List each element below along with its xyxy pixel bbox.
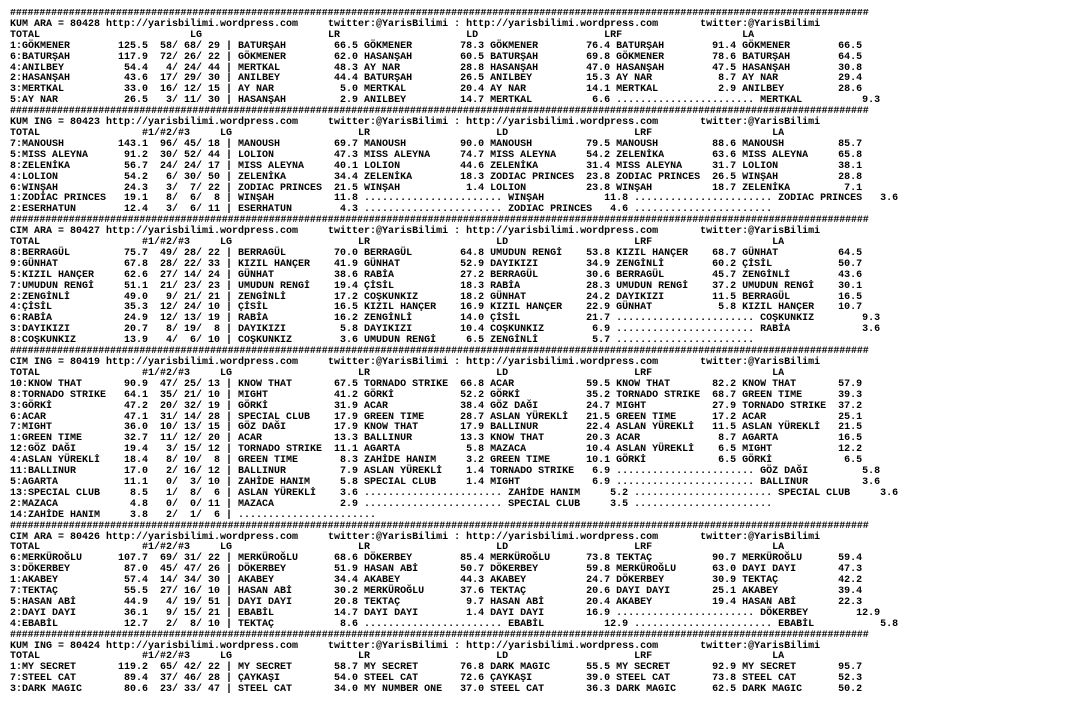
rating-row: 1:ZODİAC PRINCES 19.1 8/ 6/ 8 | WINŞAH 11.8 ....................... WINŞAH 11.8 ....................... ZODIAC PRINCES 3.6 — [10, 193, 899, 205]
column-headers: TOTAL #1/#2/#3 LG LR LD LRF LA — [10, 367, 785, 379]
hash-rule: ################################################################################################################################################## — [10, 215, 869, 227]
rating-row: 11:BALLINUR 17.0 2/ 16/ 12 | BALLINUR 7.9 ASLAN YÜREKLİ 1.4 TORNADO STRIKE 6.9 ....................... GÖZ DAĞI 5.8 — [10, 466, 881, 478]
rating-row: 6:BATURŞAH 117.9 72/ 26/ 22 | GÖKMENER 62.0 HASANŞAH 60.5 BATURŞAH 69.8 GÖKMENER 78.6 BATURŞAH 64.5 — [10, 51, 863, 63]
rating-row: 9:GÜNHAT 67.8 28/ 22/ 33 | KIZIL HANÇER 41.9 GÜNHAT 52.9 DAYIKIZI 34.9 ZENGİNLİ 60.2 ÇİSİL 50.7 — [10, 258, 863, 270]
rating-row: 3:DÖKERBEY 87.0 45/ 47/ 26 | DÖKERBEY 51.9 HASAN ABİ 50.7 DÖKERBEY 59.8 MERKÜROĞLU 63.0 DAYI DAYI 47.3 — [10, 564, 863, 576]
rating-row: 7:UMUDUN RENGİ 51.1 21/ 23/ 23 | UMUDUN RENGİ 19.4 ÇİSİL 18.3 RABİA 28.3 UMUDUN RENGİ 37.2 UMUDUN RENGİ 30.1 — [10, 280, 863, 292]
rating-row: 2:HASANŞAH 43.6 17/ 29/ 30 | ANILBEY 44.4 BATURŞAH 26.5 ANILBEY 15.3 AY NAR 8.7 AY NAR 29.4 — [10, 73, 863, 85]
rating-row: 10:KNOW THAT 90.9 47/ 25/ 13 | KNOW THAT 67.5 TORNADO STRIKE 66.8 ACAR 59.5 KNOW THAT 82.2 KNOW THAT 57.9 — [10, 378, 863, 390]
race-block — [10, 533, 1070, 642]
rating-row: 3:DAYIKIZI 20.7 8/ 19/ 8 | DAYIKIZI 5.8 DAYIKIZI 10.4 COŞKUNKIZ 6.9 ....................... RABİA 3.6 — [10, 324, 881, 336]
rating-row: 7:MIGHT 36.0 10/ 13/ 15 | GÖZ DAĞI 17.9 KNOW THAT 17.9 BALLINUR 22.4 ASLAN YÜREKLİ 11.5 ASLAN YÜREKLİ 21.5 — [10, 422, 863, 434]
rating-row: 1:AKABEY 57.4 14/ 34/ 30 | AKABEY 34.4 AKABEY 44.3 AKABEY 24.7 DÖKERBEY 30.9 TEKTAÇ 42.2 — [10, 575, 863, 587]
rating-row: 1:GÖKMENER 125.5 58/ 68/ 29 | BATURŞAH 66.5 GÖKMENER 78.3 GÖKMENER 76.4 BATURŞAH 91.4 GÖKMENER 66.5 — [10, 40, 863, 52]
race-header: KUM ARA = 80428 http://yarisbilimi.wordpress.com twitter:@YarisBilimi : http://yarisbilimi.wordpress.com twitter:@YarisBilimi — [10, 18, 821, 30]
race-header: CIM ING = 80419 http://yarisbilimi.wordpress.com twitter:@YarisBilimi : http://yarisbilimi.wordpress.com twitter:@YarisBilimi — [10, 357, 821, 368]
column-headers: TOTAL #1/#2/#3 LG LR LD LRF LA — [10, 542, 785, 554]
rating-row: 8:BERRAGÜL 75.7 49/ 28/ 22 | BERRAGÜL 70.0 BERRAGÜL 64.8 UMUDUN RENGİ 53.8 KIZIL HANÇER 68.7 GÜNHAT 64.5 — [10, 247, 863, 259]
hash-rule: ################################################################################################################################################## — [10, 9, 869, 19]
rating-row: 5:HASAN ABİ 44.9 4/ 19/ 51 | DAYI DAYI 20.8 TEKTAÇ 9.7 HASAN ABİ 20.4 AKABEY 19.4 HASAN ABİ 22.3 — [10, 596, 863, 608]
rating-row: 5:MISS ALEYNA 91.2 30/ 52/ 44 | LOLION 47.3 MISS ALEYNA 74.7 MISS ALEYNA 54.2 ZELENİKA 63.6 MISS ALEYNA 65.8 — [10, 149, 863, 161]
rating-row: 6:ACAR 47.1 31/ 14/ 28 | SPECIAL CLUB 17.9 GREEN TIME 28.7 ASLAN YÜREKLİ 21.5 GREEN TIME 17.2 ACAR 25.1 — [10, 411, 863, 423]
rating-row: 2:MAZACA 4.8 0/ 0/ 11 | MAZACA 2.9 ....................... SPECIAL CLUB 3.5 ....................... — [10, 498, 773, 510]
column-headers: TOTAL LG LR LD LRF LA — [10, 29, 755, 41]
rating-row: 2:ZENGİNLİ 49.0 9/ 21/ 21 | ZENGİNLİ 17.2 COŞKUNKIZ 18.2 GÜNHAT 24.2 DAYIKIZI 11.5 BERRAGÜL 16.5 — [10, 291, 863, 303]
race-header: KUM ING = 80424 http://yarisbilimi.wordpress.com twitter:@YarisBilimi : http://yarisbilimi.wordpress.com twitter:@YarisBilimi — [10, 640, 821, 652]
race-header: CIM ARA = 80426 http://yarisbilimi.wordpress.com twitter:@YarisBilimi : http://yarisbilimi.wordpress.com twitter:@YarisBilimi — [10, 531, 821, 543]
rating-row: 4:LOLION 54.2 6/ 30/ 50 | ZELENİKA 34.4 ZELENİKA 18.3 ZODIAC PRINCES 23.8 ZODIAC PRINCES 26.5 WINŞAH 28.8 — [10, 171, 863, 183]
hash-rule: ################################################################################################################################################## — [10, 346, 869, 358]
rating-row: 1:MY SECRET 119.2 65/ 42/ 22 | MY SECRET 58.7 MY SECRET 76.8 DARK MAGIC 55.5 MY SECRET 92.9 MY SECRET 95.7 — [10, 662, 863, 674]
rating-row: 2:ESERHATUN 12.4 3/ 6/ 11 | ESERHATUN 4.3 ....................... ZODIAC PRINCES 4.6 ....................... — [10, 204, 773, 216]
rating-row: 7:MANOUSH 143.1 96/ 45/ 18 | MANOUSH 69.7 MANOUSH 90.0 MANOUSH 79.5 MANOUSH 88.6 MANOUSH 85.7 — [10, 138, 863, 150]
rating-row: 6:MERKÜROĞLU 107.7 69/ 31/ 22 | MERKÜROĞLU 68.6 DÖKERBEY 85.4 MERKÜROĞLU 73.8 TEKTAÇ 90.7 MERKÜROĞLU 59.4 — [10, 553, 863, 565]
race-block — [10, 118, 1070, 227]
rating-row: 14:ZAHİDE HANIM 3.8 2/ 1/ 6 | ....................... — [10, 509, 377, 521]
rating-row: 12:GÖZ DAĞI 19.4 3/ 15/ 12 | TORNADO STRIKE 11.1 AGARTA 5.8 MAZACA 10.4 ASLAN YÜREKLİ 6.5 MIGHT 12.2 — [10, 444, 863, 456]
rating-row: 1:GREEN TIME 32.7 11/ 12/ 20 | ACAR 13.3 BALLINUR 13.3 KNOW THAT 20.3 ACAR 8.7 AGARTA 16.5 — [10, 433, 863, 445]
race-header: KUM ING = 80423 http://yarisbilimi.wordpress.com twitter:@YarisBilimi : http://yarisbilimi.wordpress.com twitter:@YarisBilimi — [10, 117, 821, 129]
rating-row: 6:WINŞAH 24.3 3/ 7/ 22 | ZODIAC PRINCES 21.5 WINŞAH 1.4 LOLION 23.8 WINŞAH 18.7 ZELENİKA 7.1 — [10, 182, 863, 194]
rating-row: 13:SPECIAL CLUB 8.5 1/ 8/ 6 | ASLAN YÜREKLİ 3.6 ....................... ZAHİDE HANIM 5.2 ....................... SPECIAL CLUB 3.6 — [10, 487, 899, 499]
rating-row: 5:AGARTA 11.1 0/ 3/ 10 | ZAHİDE HANIM 5.8 SPECIAL CLUB 1.4 MIGHT 6.9 ....................... BALLINUR 3.6 — [10, 476, 881, 488]
rating-row: 6:RABİA 24.9 12/ 13/ 19 | RABİA 16.2 ZENGİNLİ 14.0 ÇİSİL 21.7 ....................... COŞKUNKIZ 9.3 — [10, 313, 881, 325]
rating-row: 4:ÇİSİL 35.3 12/ 24/ 10 | ÇİSİL 16.5 KIZIL HANÇER 16.9 KIZIL HANÇER 22.9 GÜNHAT 5.8 KIZIL HANÇER 10.7 — [10, 302, 863, 314]
rating-row: 3:MERTKAL 33.0 16/ 12/ 15 | AY NAR 5.0 MERTKAL 20.4 AY NAR 14.1 MERTKAL 2.9 ANILBEY 28.6 — [10, 84, 863, 96]
rating-row: 3:GÖRKİ 47.2 20/ 32/ 19 | GÖRKİ 31.9 ACAR 38.4 GÖZ DAĞI 24.7 MIGHT 27.9 TORNADO STRIKE 37.2 — [10, 400, 863, 412]
column-headers: TOTAL #1/#2/#3 LG LR LD LRF LA — [10, 127, 785, 139]
hash-rule: ################################################################################################################################################## — [10, 520, 869, 532]
race-block — [10, 642, 1070, 697]
rating-row: 5:AY NAR 26.5 3/ 11/ 30 | HASANŞAH 2.9 ANILBEY 14.7 MERTKAL 6.6 ....................... MERTKAL 9.3 — [10, 95, 881, 107]
race-block — [10, 227, 1070, 358]
rating-row: 8:TORNADO STRIKE 64.1 35/ 21/ 10 | MIGHT 41.2 GÖRKİ 52.2 GÖRKİ 35.2 TORNADO STRIKE 68.7 GREEN TIME 39.3 — [10, 389, 863, 401]
race-ratings-sheet — [10, 9, 1070, 709]
race-block — [10, 20, 1070, 118]
hash-rule: ################################################################################################################################################## — [10, 106, 869, 118]
rating-row: 5:KIZIL HANÇER 62.6 27/ 14/ 24 | GÜNHAT 38.6 RABİA 27.2 BERRAGÜL 30.6 BERRAGÜL 45.7 ZENGİNLİ 43.6 — [10, 269, 863, 281]
rating-row: 3:DARK MAGIC 80.6 23/ 33/ 47 | STEEL CAT 34.0 MY NUMBER ONE 37.0 STEEL CAT 36.3 DARK MAGIC 62.5 DARK MAGIC 50.2 — [10, 684, 863, 696]
hash-rule: ################################################################################################################################################## — [10, 629, 869, 641]
rating-row: 7:STEEL CAT 89.4 37/ 46/ 28 | ÇAYKAŞI 54.0 STEEL CAT 72.6 ÇAYKAŞI 39.0 STEEL CAT 73.8 STEEL CAT 52.3 — [10, 673, 863, 685]
rating-row: 4:EBABİL 12.7 2/ 8/ 10 | TEKTAÇ 8.6 ....................... EBABİL 12.9 ....................... EBABİL 5.8 — [10, 618, 899, 630]
column-headers: TOTAL #1/#2/#3 LG LR LD LRF LA — [10, 651, 785, 663]
race-header: CIM ARA = 80427 http://yarisbilimi.wordpress.com twitter:@YarisBilimi : http://yarisbilimi.wordpress.com twitter:@YarisBilimi — [10, 226, 821, 238]
rating-row: 8:COŞKUNKIZ 13.9 4/ 6/ 10 | COŞKUNKIZ 3.6 UMUDUN RENGİ 6.5 ZENGİNLİ 5.7 ....................... — [10, 335, 755, 347]
rating-row: 7:TEKTAÇ 55.5 27/ 16/ 10 | HASAN ABİ 30.2 MERKÜROĞLU 37.6 TEKTAÇ 20.6 DAYI DAYI 25.1 AKABEY 39.4 — [10, 586, 863, 598]
column-headers: TOTAL #1/#2/#3 LG LR LD LRF LA — [10, 237, 785, 249]
rating-row: 8:ZELENİKA 56.7 24/ 24/ 17 | MISS ALEYNA 40.1 LOLION 44.6 ZELENİKA 31.4 MISS ALEYNA 31.7 LOLION 38.1 — [10, 160, 863, 172]
race-blocks — [10, 20, 1070, 696]
rating-row: 4:ANILBEY 54.4 4/ 24/ 44 | MERTKAL 48.3 AY NAR 28.8 HASANŞAH 47.0 HASANŞAH 47.5 HASANŞAH 30.8 — [10, 62, 863, 74]
rating-row: 4:ASLAN YÜREKLİ 18.4 8/ 10/ 8 | GREEN TIME 8.3 ZAHİDE HANIM 3.2 GREEN TIME 10.1 GÖRKİ 6.5 GÖRKİ 6.5 — [10, 455, 863, 467]
rating-row: 2:DAYI DAYI 36.1 9/ 15/ 21 | EBABİL 14.7 DAYI DAYI 1.4 DAYI DAYI 16.9 ....................... DÖKERBEY 12.9 — [10, 607, 881, 619]
race-block — [10, 358, 1070, 533]
